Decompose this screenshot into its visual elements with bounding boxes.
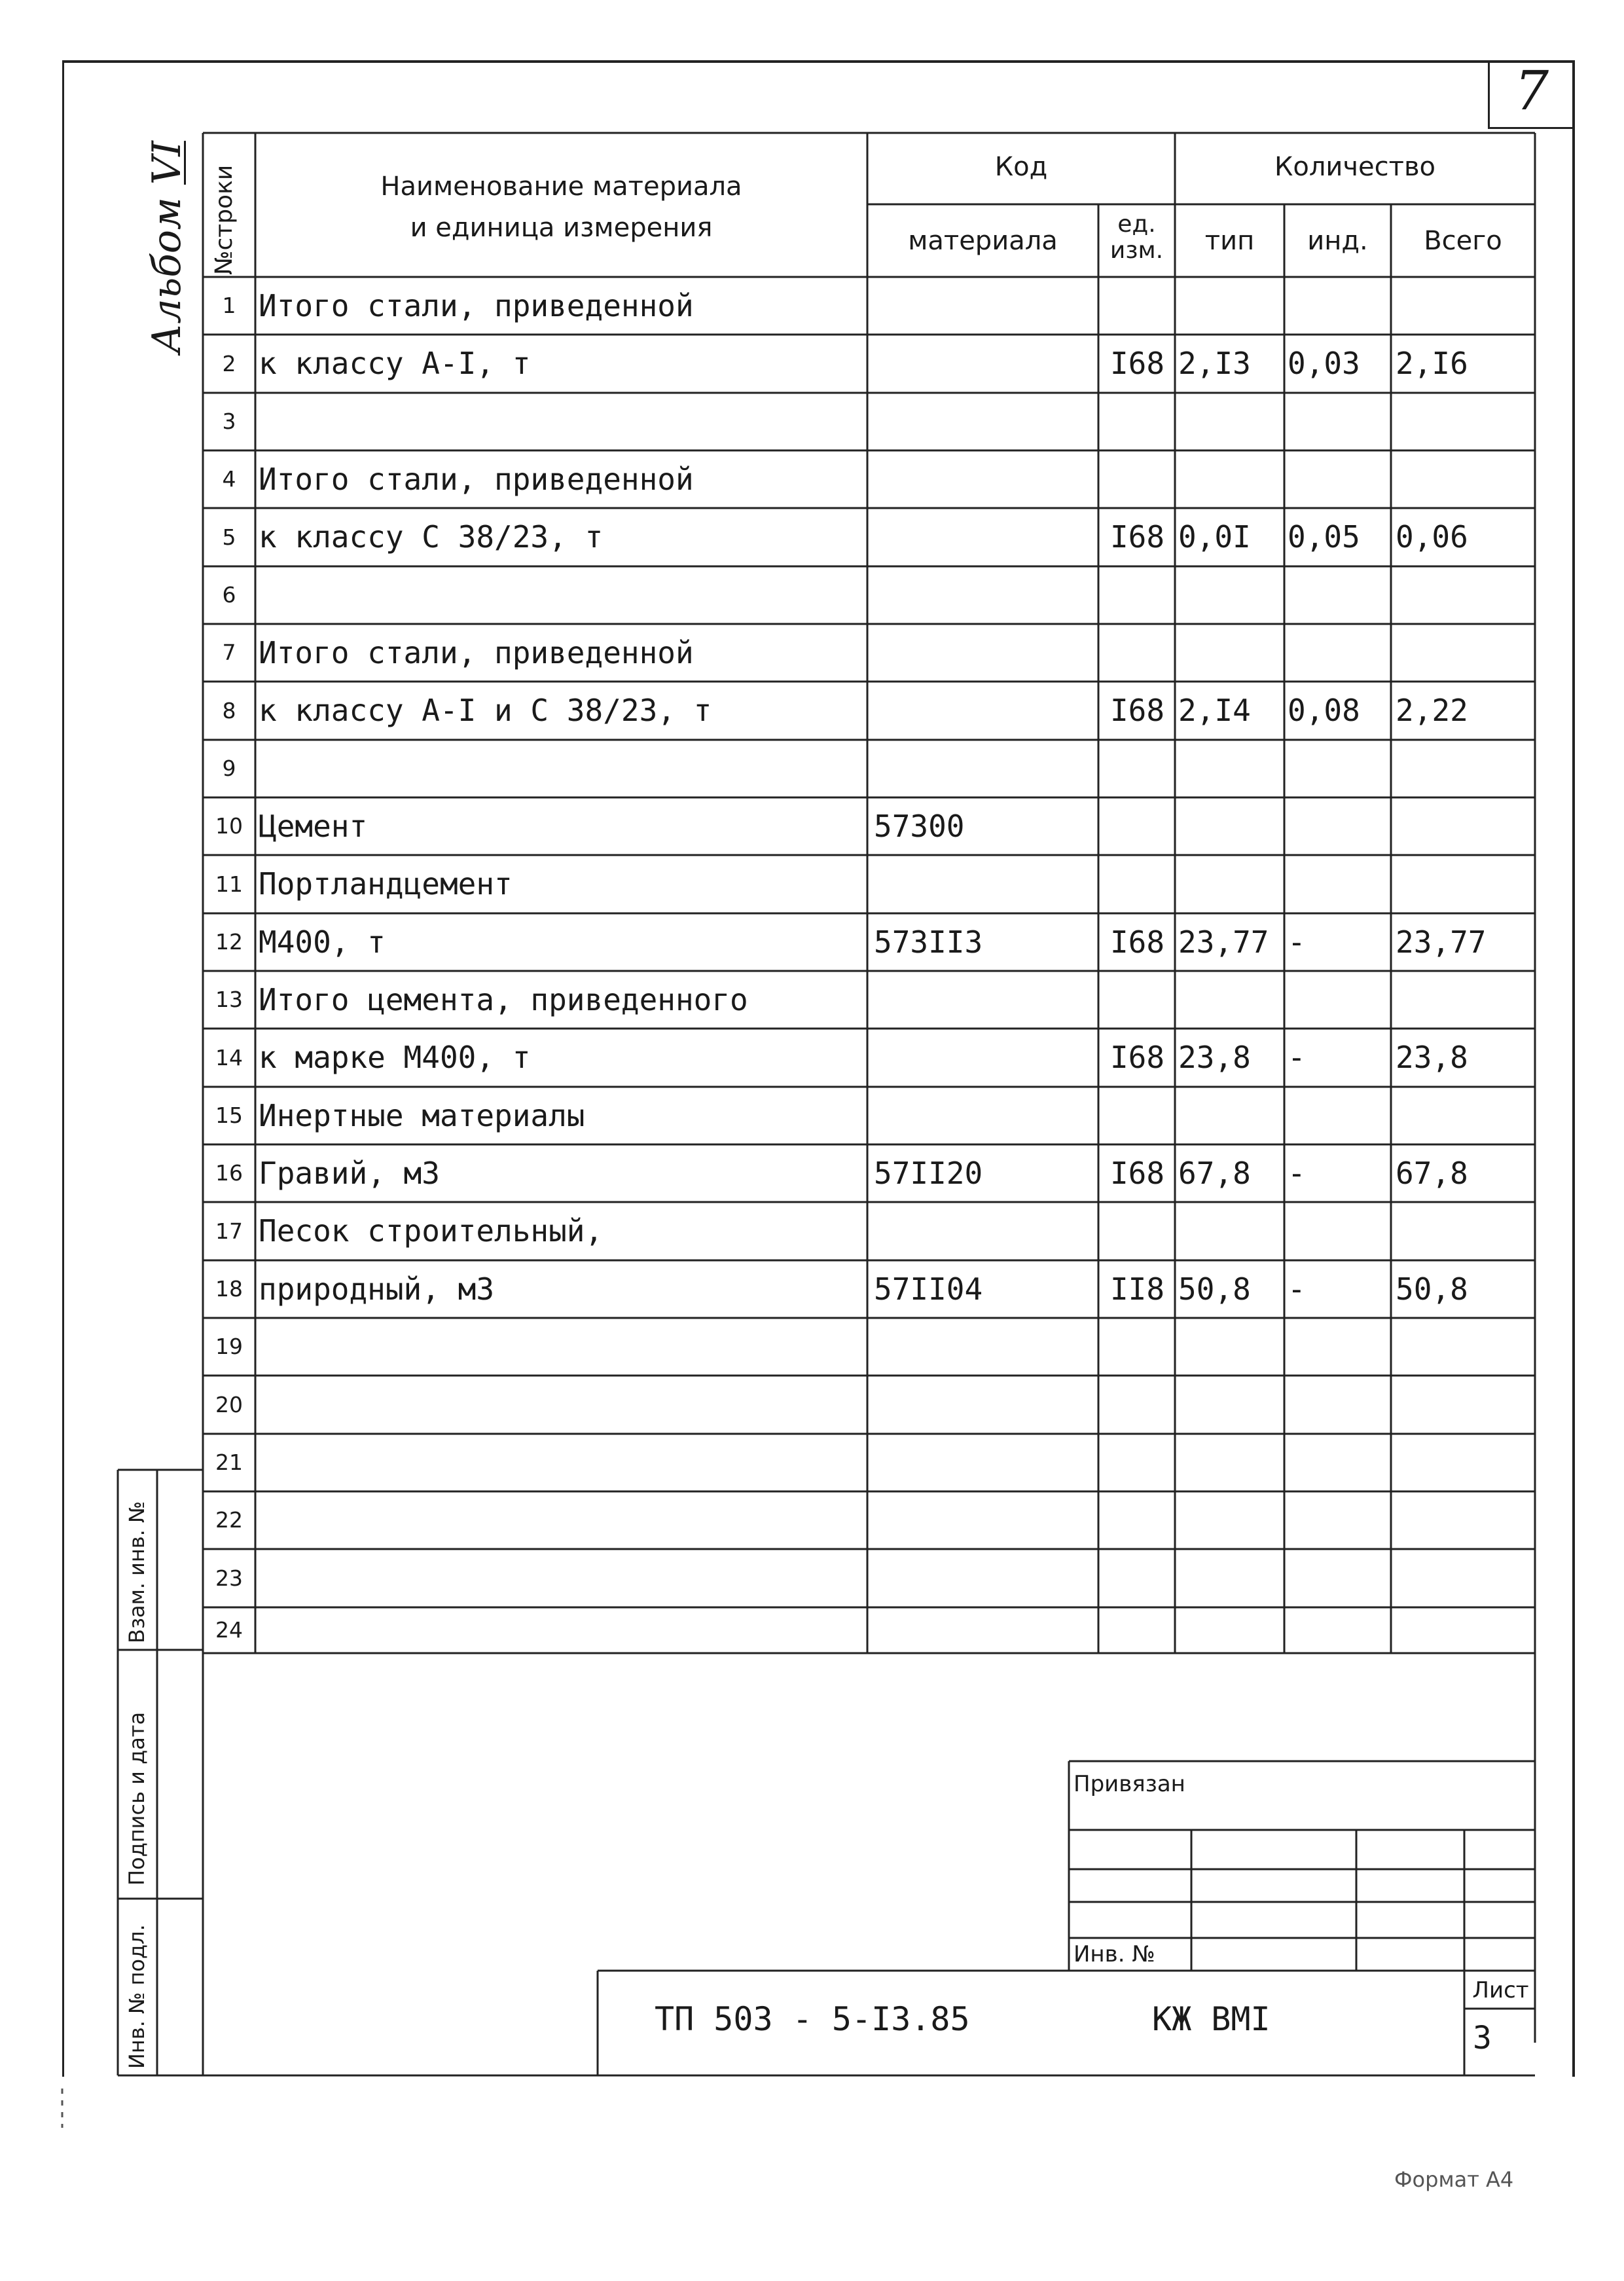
- qty-ind: [1288, 566, 1391, 624]
- row-number: 9: [222, 756, 236, 781]
- row-number: 19: [215, 1334, 243, 1359]
- material-code: [874, 1376, 1098, 1434]
- album-roman: VI: [144, 141, 190, 185]
- qty-type: [1178, 566, 1284, 624]
- unit-code: I68: [1110, 924, 1165, 960]
- album-label-text: Альбом: [144, 197, 190, 354]
- qty-total: 2,22: [1396, 693, 1468, 728]
- qty-total: [1396, 393, 1535, 450]
- qty-ind: -: [1288, 1040, 1306, 1075]
- material-name: Цемент: [259, 809, 368, 844]
- material-name: Песок строительный,: [259, 1213, 604, 1249]
- row-number: 24: [215, 1617, 243, 1643]
- qty-total: 50,8: [1396, 1271, 1468, 1307]
- unit-code: I68: [1110, 346, 1165, 381]
- material-name: [259, 1434, 867, 1491]
- qty-ind: [1288, 277, 1391, 335]
- unit-code: [1100, 1607, 1175, 1653]
- material-code: [874, 1491, 1098, 1549]
- stamp-doc-mark: КЖ ВМI: [1152, 2000, 1271, 2038]
- stamp-privyazan: Привязан: [1074, 1771, 1185, 1797]
- unit-code: [1100, 1491, 1175, 1549]
- qty-ind: 0,05: [1288, 519, 1360, 555]
- row-number: 13: [215, 987, 243, 1012]
- row-number: 7: [222, 640, 236, 665]
- row-number: 21: [215, 1450, 243, 1475]
- footer-format: Формат А4: [1394, 2167, 1514, 2192]
- material-name: Гравий, м3: [259, 1156, 440, 1191]
- unit-code: [1100, 1549, 1175, 1607]
- row-number: 3: [222, 409, 236, 434]
- qty-type: [1178, 624, 1284, 682]
- qty-ind: -: [1288, 924, 1306, 960]
- header-total: Всего: [1424, 226, 1502, 256]
- unit-code: [1100, 566, 1175, 624]
- row-number: 2: [222, 351, 236, 376]
- qty-total: [1396, 1607, 1535, 1653]
- qty-type: 0,0I: [1178, 519, 1251, 555]
- row-number: 14: [215, 1045, 243, 1070]
- material-code: 573II3: [874, 924, 983, 960]
- qty-total: [1396, 277, 1535, 335]
- qty-total: [1396, 1318, 1535, 1376]
- material-code: 57II04: [874, 1271, 983, 1307]
- material-name: природный, м3: [259, 1271, 495, 1307]
- material-code: 57II20: [874, 1156, 983, 1191]
- qty-total: [1396, 740, 1535, 797]
- material-code: [874, 566, 1098, 624]
- material-name: [259, 740, 867, 797]
- unit-code: [1100, 971, 1175, 1029]
- row-number: 1: [222, 293, 236, 318]
- material-code: [874, 1318, 1098, 1376]
- qty-type: 23,77: [1178, 924, 1269, 960]
- material-name: [259, 1491, 867, 1549]
- unit-code: I68: [1110, 1156, 1165, 1191]
- row-number: 23: [215, 1565, 243, 1591]
- unit-code: II8: [1110, 1271, 1165, 1307]
- header-material-code: материала: [908, 226, 1058, 256]
- material-code: [874, 740, 1098, 797]
- qty-total: [1396, 450, 1535, 508]
- qty-total: [1396, 1087, 1535, 1144]
- row-number: 5: [222, 524, 236, 550]
- qty-type: [1178, 1549, 1284, 1607]
- qty-ind: [1288, 1491, 1391, 1549]
- header-row-no: №строки: [211, 164, 238, 275]
- row-number: 10: [215, 813, 243, 839]
- material-code: [874, 1029, 1098, 1087]
- row-number: 4: [222, 466, 236, 492]
- unit-code: [1100, 1202, 1175, 1260]
- qty-ind: -: [1288, 1271, 1306, 1307]
- qty-total: [1396, 855, 1535, 913]
- header-name-line2: и единица измерения: [410, 213, 713, 243]
- qty-total: [1396, 1376, 1535, 1434]
- qty-total: [1396, 1202, 1535, 1260]
- material-name: Инертные материалы: [259, 1098, 585, 1133]
- stamp-list-value: 3: [1473, 2020, 1492, 2056]
- material-name: к классу С 38/23, т: [259, 519, 604, 555]
- header-code: Код: [994, 152, 1048, 182]
- stamp-inv-no: Инв. №: [1074, 1941, 1155, 1967]
- qty-ind: [1288, 797, 1391, 855]
- material-name: [259, 1549, 867, 1607]
- qty-total: [1396, 1549, 1535, 1607]
- qty-total: [1396, 1491, 1535, 1549]
- unit-code: [1100, 624, 1175, 682]
- qty-ind: [1288, 1376, 1391, 1434]
- side-label-vzam-inv: Взам. инв. №: [124, 1501, 149, 1643]
- unit-code: [1100, 1376, 1175, 1434]
- material-name: [259, 1607, 867, 1653]
- material-name: Итого стали, приведенной: [259, 288, 694, 323]
- qty-ind: [1288, 740, 1391, 797]
- material-code: [874, 450, 1098, 508]
- material-code: [874, 508, 1098, 566]
- material-code: [874, 335, 1098, 393]
- qty-type: [1178, 393, 1284, 450]
- qty-total: [1396, 1434, 1535, 1491]
- material-name: к классу А-I и С 38/23, т: [259, 693, 712, 728]
- material-name: к марке М400, т: [259, 1040, 531, 1075]
- qty-ind: [1288, 624, 1391, 682]
- qty-ind: [1288, 1087, 1391, 1144]
- qty-total: 0,06: [1396, 519, 1468, 555]
- row-number: 18: [215, 1276, 243, 1302]
- material-name: к классу А-I, т: [259, 346, 531, 381]
- material-name: [259, 1376, 867, 1434]
- unit-code: [1100, 855, 1175, 913]
- stamp-list-label: Лист: [1472, 1977, 1529, 2003]
- qty-type: [1178, 1087, 1284, 1144]
- qty-type: 50,8: [1178, 1271, 1251, 1307]
- row-number: 12: [215, 929, 243, 955]
- qty-type: [1178, 1491, 1284, 1549]
- qty-ind: [1288, 1318, 1391, 1376]
- material-code: [874, 682, 1098, 740]
- material-name: М400, т: [259, 924, 386, 960]
- row-number: 6: [222, 582, 236, 608]
- qty-ind: [1288, 1549, 1391, 1607]
- material-name: [259, 1318, 867, 1376]
- unit-code: [1100, 393, 1175, 450]
- stamp-doc-code: ТП 503 - 5-I3.85: [655, 2000, 970, 2038]
- row-number: 22: [215, 1507, 243, 1533]
- qty-type: [1178, 740, 1284, 797]
- qty-ind: [1288, 855, 1391, 913]
- material-name: [259, 566, 867, 624]
- qty-type: [1178, 855, 1284, 913]
- qty-total: 23,77: [1396, 924, 1487, 960]
- row-number: 8: [222, 698, 236, 723]
- qty-ind: [1288, 393, 1391, 450]
- qty-ind: [1288, 1434, 1391, 1491]
- qty-total: [1396, 624, 1535, 682]
- row-number: 11: [215, 871, 243, 897]
- qty-type: [1178, 797, 1284, 855]
- qty-type: [1178, 1202, 1284, 1260]
- material-code: 57300: [874, 809, 965, 844]
- qty-ind: [1288, 1202, 1391, 1260]
- header-type: тип: [1204, 226, 1255, 256]
- qty-type: [1178, 1376, 1284, 1434]
- unit-code: I68: [1110, 519, 1165, 555]
- qty-ind: 0,03: [1288, 346, 1360, 381]
- unit-code: [1100, 797, 1175, 855]
- qty-ind: [1288, 971, 1391, 1029]
- qty-total: [1396, 566, 1535, 624]
- qty-type: [1178, 1318, 1284, 1376]
- header-name-line1: Наименование материала: [380, 172, 742, 202]
- qty-type: [1178, 450, 1284, 508]
- material-code: [874, 1549, 1098, 1607]
- unit-code: [1100, 450, 1175, 508]
- qty-total: 23,8: [1396, 1040, 1468, 1075]
- header-unit-line1: ед.: [1117, 211, 1156, 238]
- material-code: [874, 1087, 1098, 1144]
- material-code: [874, 393, 1098, 450]
- material-name: Итого стали, приведенной: [259, 462, 694, 497]
- material-code: [874, 277, 1098, 335]
- qty-total: 2,I6: [1396, 346, 1468, 381]
- qty-ind: [1288, 1607, 1391, 1653]
- material-code: [874, 971, 1098, 1029]
- qty-total: [1396, 971, 1535, 1029]
- unit-code: [1100, 740, 1175, 797]
- material-code: [874, 1202, 1098, 1260]
- material-code: [874, 1607, 1098, 1653]
- qty-type: 2,I4: [1178, 693, 1251, 728]
- qty-type: 23,8: [1178, 1040, 1251, 1075]
- unit-code: [1100, 277, 1175, 335]
- qty-ind: -: [1288, 1156, 1306, 1191]
- material-code: [874, 1434, 1098, 1491]
- row-number: 20: [215, 1392, 243, 1417]
- material-name: Итого цемента, приведенного: [259, 982, 748, 1017]
- sheet-number: 7: [1514, 60, 1549, 122]
- qty-total: 67,8: [1396, 1156, 1468, 1191]
- qty-type: [1178, 1434, 1284, 1491]
- header-quantity: Количество: [1274, 152, 1435, 182]
- unit-code: [1100, 1318, 1175, 1376]
- header-ind: инд.: [1307, 226, 1368, 256]
- row-number: 17: [215, 1218, 243, 1244]
- header-unit-line2: изм.: [1110, 237, 1164, 264]
- unit-code: [1100, 1087, 1175, 1144]
- qty-type: 2,I3: [1178, 346, 1251, 381]
- qty-type: [1178, 971, 1284, 1029]
- qty-ind: 0,08: [1288, 693, 1360, 728]
- qty-type: 67,8: [1178, 1156, 1251, 1191]
- unit-code: I68: [1110, 693, 1165, 728]
- material-name: Итого стали, приведенной: [259, 635, 694, 670]
- qty-total: [1396, 797, 1535, 855]
- material-name: Портландцемент: [259, 866, 513, 902]
- qty-ind: [1288, 450, 1391, 508]
- unit-code: [1100, 1434, 1175, 1491]
- row-number: 16: [215, 1160, 243, 1186]
- side-label-inv-podl: Инв. № подл.: [124, 1924, 149, 2069]
- material-code: [874, 855, 1098, 913]
- qty-type: [1178, 1607, 1284, 1653]
- unit-code: I68: [1110, 1040, 1165, 1075]
- row-number: 15: [215, 1103, 243, 1128]
- material-name: [259, 393, 867, 450]
- side-label-podpis-data: Подпись и дата: [124, 1711, 149, 1886]
- material-code: [874, 624, 1098, 682]
- qty-type: [1178, 277, 1284, 335]
